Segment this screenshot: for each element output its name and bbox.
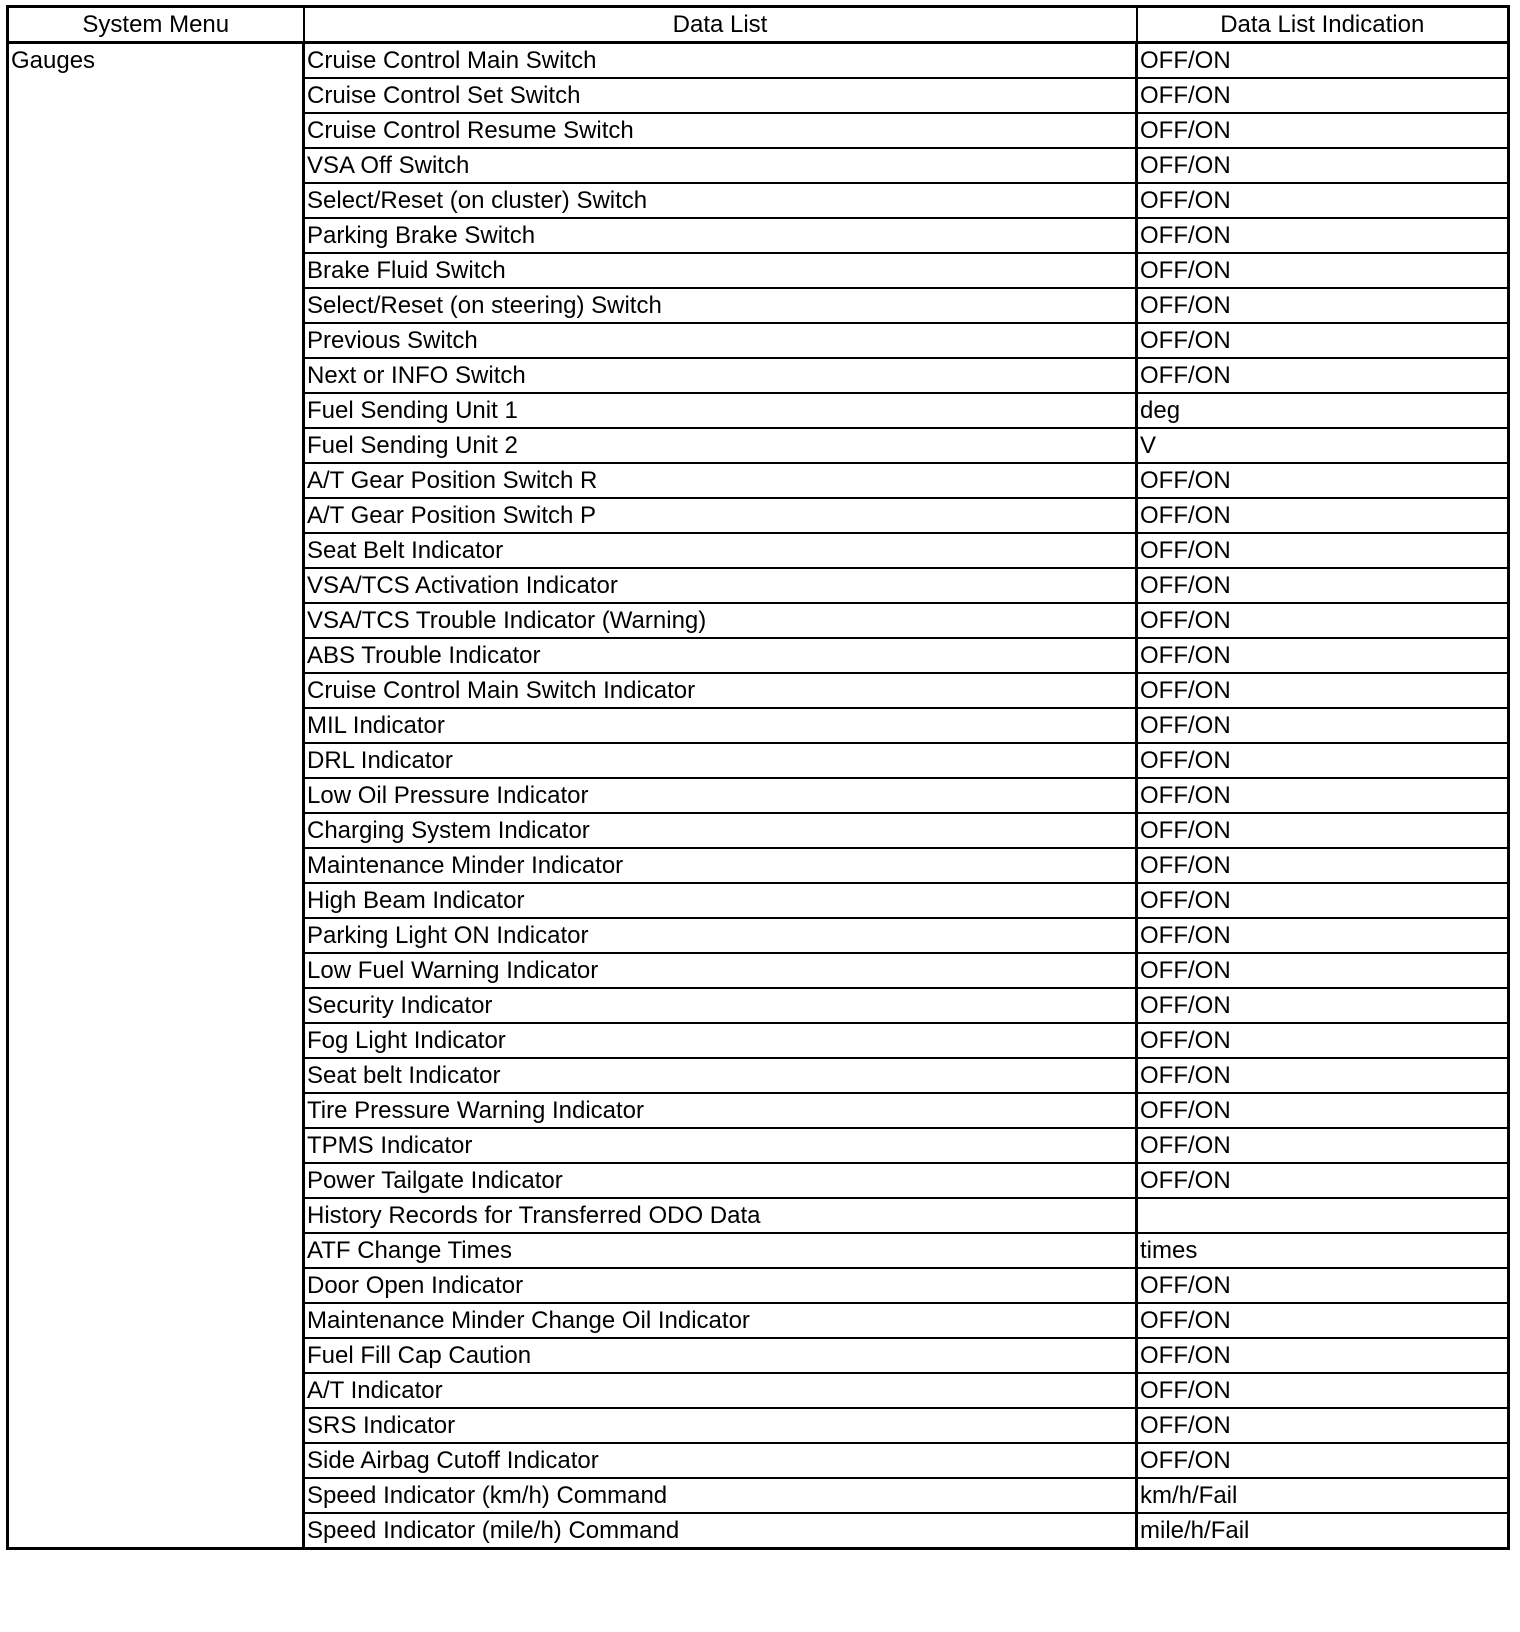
- data-list-item: Fog Light Indicator: [304, 1023, 1137, 1058]
- data-list-indication: OFF/ON: [1137, 1338, 1509, 1373]
- data-list-indication: OFF/ON: [1137, 1373, 1509, 1408]
- data-list-indication: OFF/ON: [1137, 1408, 1509, 1443]
- data-list-indication: OFF/ON: [1137, 603, 1509, 638]
- data-list-item: Seat Belt Indicator: [304, 533, 1137, 568]
- header-system-menu: System Menu: [8, 7, 304, 43]
- data-list-item: Select/Reset (on steering) Switch: [304, 288, 1137, 323]
- data-list-indication: OFF/ON: [1137, 1058, 1509, 1093]
- data-list-item: Security Indicator: [304, 988, 1137, 1023]
- data-list-indication: OFF/ON: [1137, 323, 1509, 358]
- data-list-item: Speed Indicator (km/h) Command: [304, 1478, 1137, 1513]
- data-list-indication: OFF/ON: [1137, 358, 1509, 393]
- data-list-item: SRS Indicator: [304, 1408, 1137, 1443]
- data-list-indication: OFF/ON: [1137, 848, 1509, 883]
- data-list-item: A/T Gear Position Switch P: [304, 498, 1137, 533]
- data-list-indication: OFF/ON: [1137, 1023, 1509, 1058]
- data-list-indication: OFF/ON: [1137, 1443, 1509, 1478]
- data-list-item: DRL Indicator: [304, 743, 1137, 778]
- data-list-item: History Records for Transferred ODO Data: [304, 1198, 1137, 1233]
- data-list-indication: OFF/ON: [1137, 463, 1509, 498]
- table-row: [8, 43, 1509, 79]
- data-list-item: A/T Indicator: [304, 1373, 1137, 1408]
- data-list-item: Maintenance Minder Change Oil Indicator: [304, 1303, 1137, 1338]
- data-list-item: Fuel Sending Unit 1: [304, 393, 1137, 428]
- data-list-item: Fuel Sending Unit 2: [304, 428, 1137, 463]
- data-list-indication: OFF/ON: [1137, 533, 1509, 568]
- data-list-indication: OFF/ON: [1137, 1303, 1509, 1338]
- data-list-item: VSA Off Switch: [304, 148, 1137, 183]
- data-list-indication: deg: [1137, 393, 1509, 428]
- data-list-item: Power Tailgate Indicator: [304, 1163, 1137, 1198]
- data-list-item: ABS Trouble Indicator: [304, 638, 1137, 673]
- header-row: [8, 7, 1509, 43]
- data-list-item: Charging System Indicator: [304, 813, 1137, 848]
- data-list-indication: V: [1137, 428, 1509, 463]
- data-list-item: Tire Pressure Warning Indicator: [304, 1093, 1137, 1128]
- data-list-indication: OFF/ON: [1137, 113, 1509, 148]
- data-list-indication: OFF/ON: [1137, 78, 1509, 113]
- data-list-indication: OFF/ON: [1137, 883, 1509, 918]
- data-list-item: High Beam Indicator: [304, 883, 1137, 918]
- data-list-indication: km/h/Fail: [1137, 1478, 1509, 1513]
- data-list-indication: OFF/ON: [1137, 1093, 1509, 1128]
- header-data-list-indication: Data List Indication: [1137, 7, 1509, 43]
- data-list-indication: mile/h/Fail: [1137, 1513, 1509, 1549]
- data-list-indication: OFF/ON: [1137, 148, 1509, 183]
- data-list-indication: OFF/ON: [1137, 743, 1509, 778]
- data-list-item: Previous Switch: [304, 323, 1137, 358]
- data-list-item: Maintenance Minder Indicator: [304, 848, 1137, 883]
- data-list-item: A/T Gear Position Switch R: [304, 463, 1137, 498]
- data-list-item: Door Open Indicator: [304, 1268, 1137, 1303]
- data-list-item: Select/Reset (on cluster) Switch: [304, 183, 1137, 218]
- data-list-item: Low Fuel Warning Indicator: [304, 953, 1137, 988]
- data-list-item: Seat belt Indicator: [304, 1058, 1137, 1093]
- data-list-indication: OFF/ON: [1137, 288, 1509, 323]
- data-list-indication: OFF/ON: [1137, 498, 1509, 533]
- data-list-item: TPMS Indicator: [304, 1128, 1137, 1163]
- system-menu-cell: Gauges: [8, 43, 304, 1549]
- data-list-indication: OFF/ON: [1137, 778, 1509, 813]
- data-list-item: MIL Indicator: [304, 708, 1137, 743]
- data-list-item: Fuel Fill Cap Caution: [304, 1338, 1137, 1373]
- data-list-indication: OFF/ON: [1137, 183, 1509, 218]
- data-list-item: Cruise Control Set Switch: [304, 78, 1137, 113]
- data-list-item: ATF Change Times: [304, 1233, 1137, 1268]
- data-list-indication: OFF/ON: [1137, 1268, 1509, 1303]
- data-list-item: Side Airbag Cutoff Indicator: [304, 1443, 1137, 1478]
- data-list-item: Next or INFO Switch: [304, 358, 1137, 393]
- data-list-indication: OFF/ON: [1137, 43, 1509, 79]
- data-list-indication: OFF/ON: [1137, 708, 1509, 743]
- data-list-item: Cruise Control Resume Switch: [304, 113, 1137, 148]
- data-list-indication: OFF/ON: [1137, 568, 1509, 603]
- data-list-item: Speed Indicator (mile/h) Command: [304, 1513, 1137, 1549]
- data-list-indication: OFF/ON: [1137, 918, 1509, 953]
- data-list-indication: OFF/ON: [1137, 1163, 1509, 1198]
- data-list-item: Parking Light ON Indicator: [304, 918, 1137, 953]
- data-list-item: Low Oil Pressure Indicator: [304, 778, 1137, 813]
- data-list-item: Brake Fluid Switch: [304, 253, 1137, 288]
- data-list-indication: OFF/ON: [1137, 813, 1509, 848]
- data-list-indication: OFF/ON: [1137, 638, 1509, 673]
- header-data-list: Data List: [304, 7, 1137, 43]
- data-list-indication: OFF/ON: [1137, 218, 1509, 253]
- data-list-item: VSA/TCS Trouble Indicator (Warning): [304, 603, 1137, 638]
- data-list-indication: OFF/ON: [1137, 1128, 1509, 1163]
- data-list-item: VSA/TCS Activation Indicator: [304, 568, 1137, 603]
- data-list-indication: [1137, 1198, 1509, 1233]
- data-list-indication: times: [1137, 1233, 1509, 1268]
- data-list-item: Cruise Control Main Switch: [304, 43, 1137, 79]
- data-list-item: Parking Brake Switch: [304, 218, 1137, 253]
- data-list-table: [6, 5, 1510, 1550]
- data-list-indication: OFF/ON: [1137, 673, 1509, 708]
- data-list-indication: OFF/ON: [1137, 253, 1509, 288]
- data-list-indication: OFF/ON: [1137, 953, 1509, 988]
- data-list-item: Cruise Control Main Switch Indicator: [304, 673, 1137, 708]
- data-list-indication: OFF/ON: [1137, 988, 1509, 1023]
